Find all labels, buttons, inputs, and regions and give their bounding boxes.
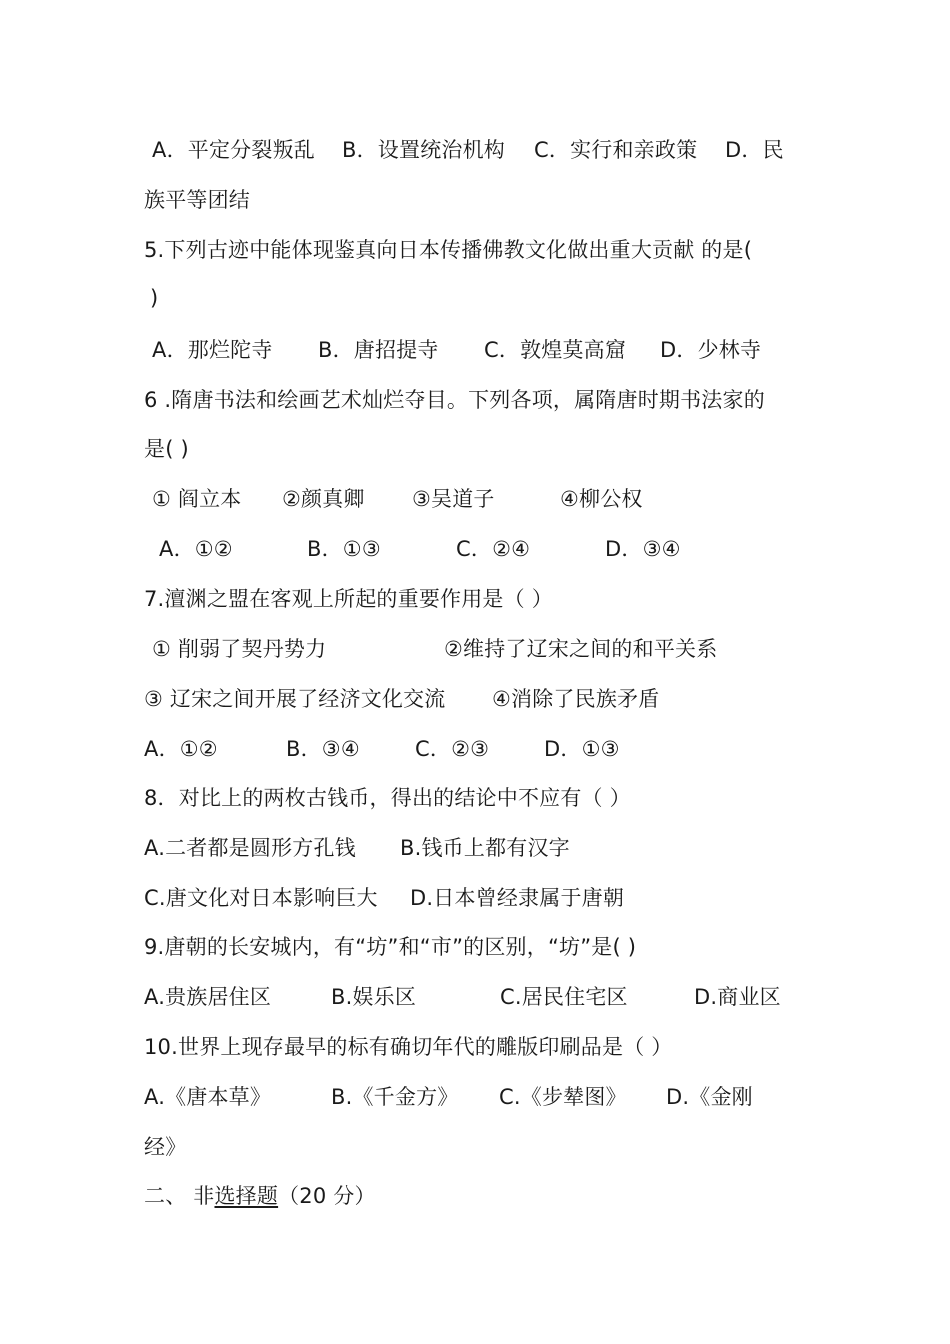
q6-item-1: ① 阎立本 [152, 487, 242, 511]
q6-option-a: A．①② [159, 537, 233, 561]
q6-item-4: ④柳公权 [560, 487, 643, 511]
q6-item-2: ②颜真卿 [282, 487, 365, 511]
section-2-prefix: 二、 非 [144, 1184, 215, 1208]
q5-stem-tail: ) [150, 286, 159, 310]
q8-option-b: B.钱币上都有汉字 [400, 836, 570, 860]
q4-option-d-tail: 族平等团结 [144, 188, 250, 212]
q8-option-d: D.日本曾经隶属于唐朝 [410, 886, 625, 910]
q4-option-c: C．实行和亲政策 [534, 138, 698, 162]
q7-option-b: B．③④ [286, 737, 360, 761]
q5-option-b: B．唐招提寺 [318, 338, 439, 362]
q9-option-b: B.娱乐区 [331, 985, 417, 1009]
q10-option-d: D.《金刚 [666, 1085, 753, 1109]
q6-item-3: ③吴道子 [412, 487, 495, 511]
q7-option-c: C．②③ [415, 737, 490, 761]
q6-option-d: D．③④ [605, 537, 681, 561]
q7-item-1: ① 削弱了契丹势力 [152, 637, 327, 661]
section-2-points: （20 分） [278, 1184, 376, 1208]
q9-stem-text: 9.唐朝的长安城内，有“坊”和“市”的区别，“坊”是( ) [144, 935, 637, 959]
q10-option-b: B.《千金方》 [331, 1085, 459, 1109]
q6-stem-tail: 是( ) [144, 437, 189, 461]
q6-option-c: C．②④ [456, 537, 531, 561]
q9-option-a: A.贵族居住区 [144, 985, 272, 1009]
q4-option-d: D．民 [725, 138, 784, 162]
section-2-title [144, 1181, 376, 1211]
q9-option-c: C.居民住宅区 [500, 985, 628, 1009]
q6-option-b: B．①③ [307, 537, 381, 561]
q10-option-d-tail: 经》 [144, 1135, 187, 1159]
q7-item-3: ③ 辽宋之间开展了经济文化交流 [144, 687, 446, 711]
q10-option-a: A.《唐本草》 [144, 1085, 272, 1109]
q7-item-4: ④消除了民族矛盾 [492, 687, 660, 711]
q5-option-d: D．少林寺 [660, 338, 762, 362]
q7-item-2: ②维持了辽宋之间的和平关系 [444, 637, 718, 661]
q10-option-c: C.《步辇图》 [499, 1085, 627, 1109]
q7-stem-text: 7.澶渊之盟在客观上所起的重要作用是（ ） [144, 587, 553, 611]
q10-stem-text: 10.世界上现存最早的标有确切年代的雕版印刷品是（ ） [144, 1035, 673, 1059]
q5-option-a: A．那烂陀寺 [152, 338, 273, 362]
q8-option-c: C.唐文化对日本影响巨大 [144, 886, 378, 910]
q8-option-a: A.二者都是圆形方孔钱 [144, 836, 356, 860]
q4-option-a: A．平定分裂叛乱 [152, 138, 315, 162]
q5-stem-text: 5.下列古迹中能体现鉴真向日本传播佛教文化做出重大贡献 的是( [144, 238, 753, 262]
q5-option-c: C．敦煌莫高窟 [484, 338, 627, 362]
q7-option-a: A．①② [144, 737, 218, 761]
q7-option-d: D．①③ [544, 737, 620, 761]
q6-stem-text: 6 .隋唐书法和绘画艺术灿烂夺目。下列各项，属隋唐时期书法家的 [144, 388, 765, 412]
q4-option-b: B．设置统治机构 [342, 138, 506, 162]
section-2-link[interactable]: 选择题 [214, 1184, 279, 1208]
q8-stem-text: 8．对比上的两枚古钱币，得出的结论中不应有（ ） [144, 786, 631, 810]
q9-option-d: D.商业区 [694, 985, 781, 1009]
